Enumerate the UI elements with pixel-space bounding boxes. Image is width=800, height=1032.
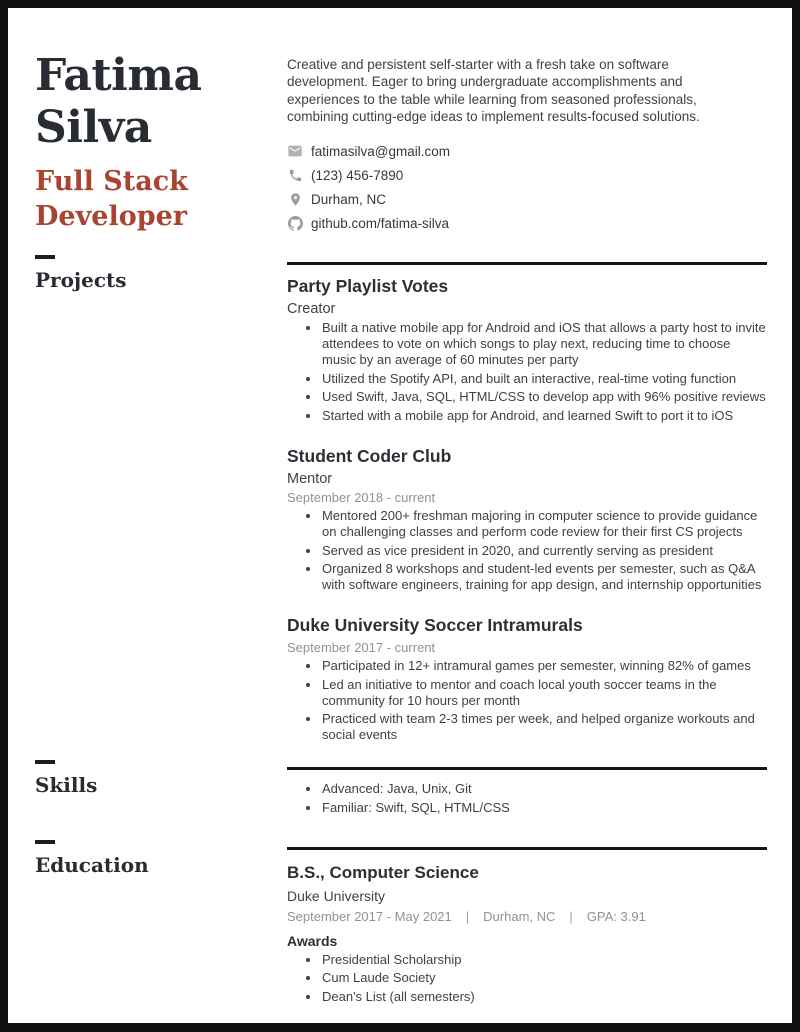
project-entry xyxy=(287,615,767,743)
entry-title: Student Coder Club xyxy=(287,445,452,466)
skill-item: • Advanced: Java, Unix, Git xyxy=(321,781,767,797)
bullet-item: • Practiced with team 2-3 times per week, and helped organize workouts and social events xyxy=(321,711,767,743)
entry-role: Creator xyxy=(287,301,336,318)
entry-bullets xyxy=(287,658,767,743)
contact-location-text: Durham, NC xyxy=(311,191,387,207)
contact-email xyxy=(287,139,767,163)
section-dash xyxy=(35,255,55,259)
education-dates: September 2017 - May 2021 xyxy=(287,908,452,924)
skills-list xyxy=(287,781,767,816)
summary-text: Creative and persistent self-starter with a fresh take on software development. Eager to bring undergraduate accomplishments and experiences to the table while learning from seasoned professionals, combining cutting-edge ideas to implement results-focused solutions. xyxy=(287,57,700,124)
entry-title: Duke University Soccer Intramurals xyxy=(287,614,583,635)
contact-phone xyxy=(287,163,767,187)
education-section-label: Education xyxy=(35,852,149,877)
header-section xyxy=(35,50,767,235)
projects-section xyxy=(35,262,767,746)
projects-sidebar xyxy=(35,255,287,746)
awards-label: Awards xyxy=(287,932,338,949)
header-left xyxy=(35,50,287,235)
bullet-item: • Utilized the Spotify API, and built an interactive, real-time voting function xyxy=(321,371,767,387)
location-icon xyxy=(287,191,303,207)
entry-title: Party Playlist Votes xyxy=(287,276,449,297)
contact-email-text: fatimasilva@gmail.com xyxy=(311,143,450,159)
award-item: • Dean's List (all semesters) xyxy=(321,989,767,1005)
degree-title: B.S., Computer Science xyxy=(287,862,479,882)
education-meta xyxy=(287,909,767,924)
school-name: Duke University xyxy=(287,887,386,904)
projects-section-label: Projects xyxy=(35,268,127,293)
bullet-item: • Built a native mobile app for Android and iOS that allows a party host to invite attendees to vote on which songs to play next, reducing time to choose music by an average of 60 minutes per party xyxy=(321,320,767,367)
contact-list xyxy=(287,139,767,235)
education-sidebar xyxy=(35,840,287,1008)
entry-dates: September 2018 - current xyxy=(287,489,436,505)
skill-item: • Familiar: Swift, SQL, HTML/CSS xyxy=(321,800,767,816)
skills-section-label: Skills xyxy=(35,772,98,797)
header-right xyxy=(287,50,767,235)
bullet-item: • Used Swift, Java, SQL, HTML/CSS to develop app with 96% positive reviews xyxy=(321,389,767,405)
skills-content xyxy=(287,767,767,819)
awards-list xyxy=(287,952,767,1005)
education-content xyxy=(287,847,767,1008)
bullet-item: • Started with a mobile app for Android, and learned Swift to port it to iOS xyxy=(321,408,767,424)
education-gpa: GPA: 3.91 xyxy=(586,908,646,924)
section-dash xyxy=(35,760,55,764)
phone-icon xyxy=(287,167,303,183)
contact-phone-text: (123) 456-7890 xyxy=(311,167,404,183)
project-entry xyxy=(287,446,767,593)
contact-github-text: github.com/fatima-silva xyxy=(311,215,450,231)
person-name: Fatima Silva xyxy=(35,50,202,153)
award-item: • Cum Laude Society xyxy=(321,970,767,986)
entry-bullets xyxy=(287,320,767,424)
bullet-item: • Participated in 12+ intramural games per semester, winning 82% of games xyxy=(321,658,767,674)
project-entry xyxy=(287,276,767,424)
skills-section xyxy=(35,767,767,819)
bullet-item: • Organized 8 workshops and student-led events per semester, such as Q&A with software engineers, training for app design, and internship opportunities xyxy=(321,561,767,593)
github-icon xyxy=(287,215,303,231)
pipe-divider: | xyxy=(569,908,573,924)
entry-dates: September 2017 - current xyxy=(287,639,436,655)
entry-role: Mentor xyxy=(287,470,333,487)
contact-location xyxy=(287,187,767,211)
award-item: • Presidential Scholarship xyxy=(321,952,767,968)
projects-content xyxy=(287,262,767,746)
bullet-item: • Mentored 200+ freshman majoring in computer science to provide guidance on challenging classes and perform code review for their first CS projects xyxy=(321,508,767,540)
email-icon xyxy=(287,143,303,159)
contact-github xyxy=(287,211,767,235)
section-dash xyxy=(35,840,55,844)
education-section xyxy=(35,847,767,1008)
pipe-divider: | xyxy=(465,908,470,924)
education-location: Durham, NC xyxy=(483,908,556,924)
entry-bullets xyxy=(287,508,767,593)
bullet-item: • Led an initiative to mentor and coach local youth soccer teams in the community for 10 hours per month xyxy=(321,677,767,709)
bullet-item: • Served as vice president in 2020, and currently serving as president xyxy=(321,543,767,559)
skills-sidebar xyxy=(35,760,287,819)
job-title: Full Stack Developer xyxy=(35,166,188,232)
